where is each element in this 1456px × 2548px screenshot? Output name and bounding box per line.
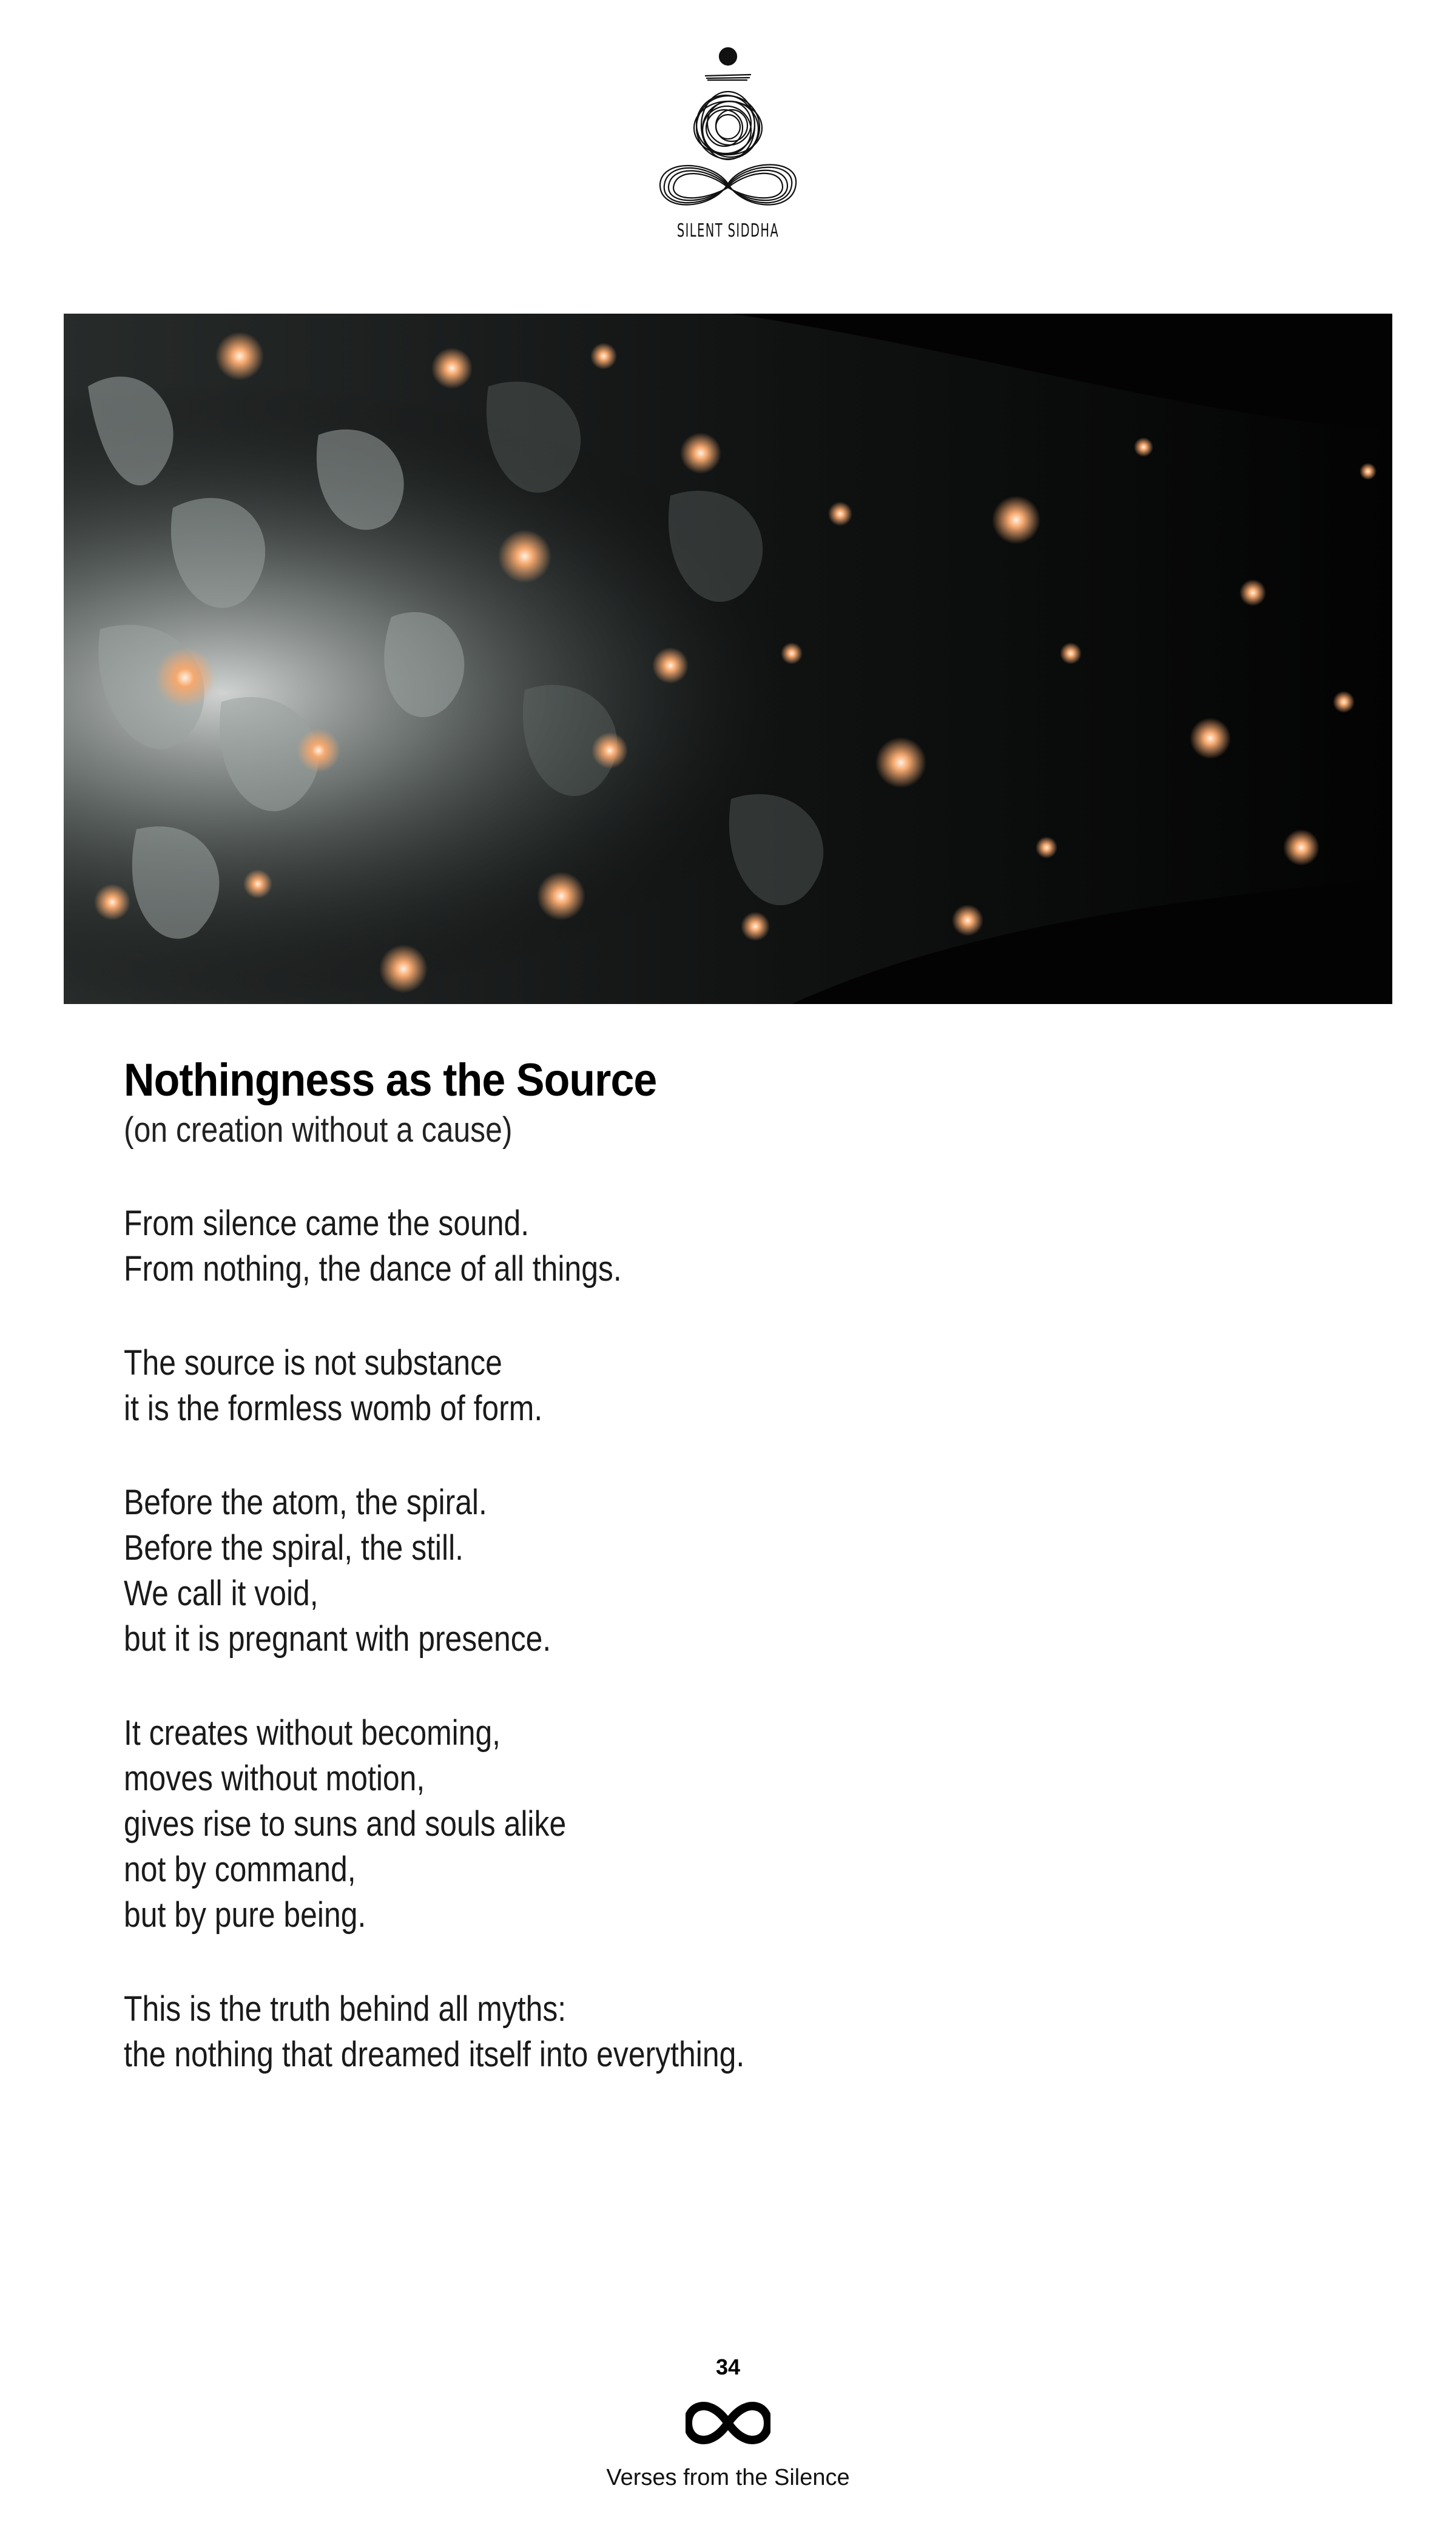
poem-line: From nothing, the dance of all things.	[124, 1249, 622, 1289]
meditating-figure-infinity-icon	[649, 46, 807, 221]
hero-image	[64, 314, 1392, 1004]
poem-line: not by command,	[124, 1850, 356, 1889]
poem-line: Before the atom, the spiral.	[124, 1483, 487, 1522]
book-title: Verses from the Silence	[606, 2465, 850, 2490]
poem-line: it is the formless womb of form.	[124, 1389, 543, 1428]
logo-text: SILENT SIDDHA	[676, 220, 780, 241]
poem-line: Before the spiral, the still.	[124, 1528, 464, 1568]
stanza	[124, 1201, 1337, 1292]
poem-line: but it is pregnant with presence.	[124, 1619, 551, 1659]
stanza	[124, 1340, 1337, 1431]
cosmic-artwork-image	[64, 314, 1392, 1004]
page-footer	[0, 2354, 1456, 2492]
stanza	[124, 1480, 1337, 1662]
poem-line: This is the truth behind all myths:	[124, 1989, 567, 2029]
infinity-icon	[686, 2401, 770, 2445]
poem-line: From silence came the sound.	[124, 1204, 530, 1243]
poem-line: the nothing that dreamed itself into everything.	[124, 2035, 745, 2074]
brand-logo	[649, 46, 807, 246]
poem-line: It creates without becoming,	[124, 1713, 501, 1753]
poem-subtitle: (on creation without a cause)	[124, 1110, 513, 1150]
poem	[124, 1053, 1337, 2077]
stanza	[124, 1986, 1337, 2077]
poem-line: but by pure being.	[124, 1895, 366, 1935]
poem-title: Nothingness as the Source	[124, 1054, 657, 1106]
poem-line: moves without motion,	[124, 1759, 425, 1798]
poem-line: We call it void,	[124, 1574, 318, 1613]
page-number: 34	[715, 2354, 741, 2379]
poem-line: The source is not substance	[124, 1343, 502, 1383]
stanza	[124, 1710, 1337, 1938]
poem-line: gives rise to suns and souls alike	[124, 1804, 567, 1844]
